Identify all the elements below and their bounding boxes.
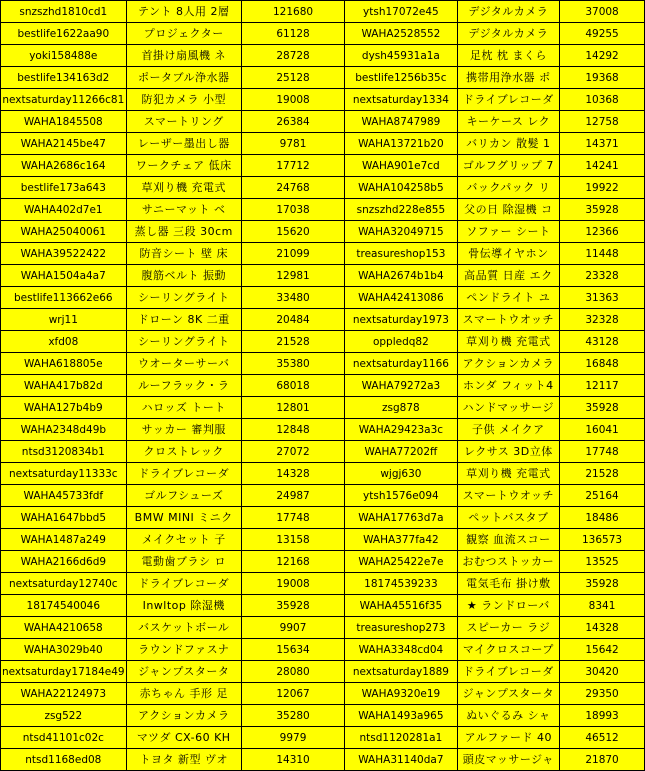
product-name-cell[interactable]: サッカー 審判服 <box>126 419 241 441</box>
price-cell[interactable]: 30420 <box>560 661 645 683</box>
price-cell[interactable]: 17038 <box>241 199 344 221</box>
price-cell[interactable]: 12848 <box>241 419 344 441</box>
product-name-cell[interactable]: スピーカー ラジ <box>457 617 559 639</box>
product-name-cell[interactable]: シーリングライト <box>126 331 241 353</box>
shop-id-cell[interactable]: nextsaturday1334 <box>345 89 457 111</box>
price-cell[interactable]: 12758 <box>560 111 645 133</box>
price-cell[interactable]: 35928 <box>241 595 344 617</box>
product-name-cell[interactable]: ペットバスタブ <box>457 507 559 529</box>
product-name-cell[interactable]: ゴルフシューズ <box>126 485 241 507</box>
price-cell[interactable]: 17748 <box>560 441 645 463</box>
shop-id-cell[interactable]: WAHA1487a249 <box>1 529 127 551</box>
table-row <box>1 177 645 199</box>
price-cell[interactable]: 121680 <box>241 1 344 23</box>
price-cell[interactable]: 16848 <box>560 353 645 375</box>
price-cell[interactable]: 31363 <box>560 287 645 309</box>
table-row <box>1 1 645 23</box>
price-cell[interactable]: 9979 <box>241 727 344 749</box>
product-name-cell[interactable]: 腹筋ベルト 振動 <box>126 265 241 287</box>
price-cell[interactable]: 14292 <box>560 45 645 67</box>
shop-id-cell[interactable]: nextsaturday11333c <box>1 463 127 485</box>
table-row <box>1 749 645 771</box>
shop-id-cell[interactable]: WAHA3029b40 <box>1 639 127 661</box>
product-name-cell[interactable]: ペンドライト ユ <box>457 287 559 309</box>
product-name-cell[interactable]: ★ ランドローバ <box>457 595 559 617</box>
price-cell[interactable]: 11448 <box>560 243 645 265</box>
table-row <box>1 67 645 89</box>
product-name-cell[interactable]: アルファード 40 <box>457 727 559 749</box>
product-name-cell[interactable]: ジャンプスタータ <box>126 661 241 683</box>
product-name-cell[interactable]: 草刈り機 充電式 <box>457 463 559 485</box>
shop-id-cell[interactable]: ntsd1120281a1 <box>345 727 457 749</box>
table-row <box>1 507 645 529</box>
shop-id-cell[interactable]: WAHA77202ff <box>345 441 457 463</box>
product-name-cell[interactable]: 携帯用浄水器 ポ <box>457 67 559 89</box>
product-name-cell[interactable]: シーリングライト <box>126 287 241 309</box>
shop-id-cell[interactable]: wrj11 <box>1 309 127 331</box>
shop-id-cell[interactable]: WAHA2166d6d9 <box>1 551 127 573</box>
shop-id-cell[interactable]: dysh45931a1a <box>345 45 457 67</box>
product-name-cell[interactable]: ウオーターサーバ <box>126 353 241 375</box>
product-name-cell[interactable]: ぬいぐるみ シャ <box>457 705 559 727</box>
price-cell[interactable]: 35280 <box>241 705 344 727</box>
product-name-cell[interactable]: ホンダ フィット4 <box>457 375 559 397</box>
price-cell[interactable]: 14310 <box>241 749 344 771</box>
table-row <box>1 243 645 265</box>
shop-id-cell[interactable]: WAHA618805e <box>1 353 127 375</box>
product-name-cell[interactable]: スマートウオッチ <box>457 309 559 331</box>
product-name-cell[interactable]: スマートウオッチ <box>457 485 559 507</box>
shop-id-cell[interactable]: bestlife1256b35c <box>345 67 457 89</box>
product-name-cell[interactable]: 電動歯ブラシ ロ <box>126 551 241 573</box>
shop-id-cell[interactable]: WAHA1493a965 <box>345 705 457 727</box>
shop-id-cell[interactable]: WAHA2528552 <box>345 23 457 45</box>
shop-id-cell[interactable]: nextsaturday1889 <box>345 661 457 683</box>
price-cell[interactable]: 24768 <box>241 177 344 199</box>
product-name-cell[interactable]: トヨタ 新型 ヴオ <box>126 749 241 771</box>
shop-id-cell[interactable]: WAHA901e7cd <box>345 155 457 177</box>
product-name-cell[interactable]: キーケース レク <box>457 111 559 133</box>
table-row <box>1 727 645 749</box>
product-name-cell[interactable]: ハンドマッサージ <box>457 397 559 419</box>
shop-id-cell[interactable]: WAHA42413086 <box>345 287 457 309</box>
shop-id-cell[interactable]: yoki158488e <box>1 45 127 67</box>
table-row <box>1 419 645 441</box>
product-name-cell[interactable]: バスケットボール <box>126 617 241 639</box>
price-cell[interactable]: 37008 <box>560 1 645 23</box>
product-name-cell[interactable]: マイクロスコープ <box>457 639 559 661</box>
price-cell[interactable]: 19008 <box>241 573 344 595</box>
price-cell[interactable]: 35928 <box>560 199 645 221</box>
table-row <box>1 23 645 45</box>
product-name-cell[interactable]: 足枕 枕 まくら <box>457 45 559 67</box>
shop-id-cell[interactable]: treasureshop153 <box>345 243 457 265</box>
price-cell[interactable]: 21528 <box>560 463 645 485</box>
price-cell[interactable]: 19922 <box>560 177 645 199</box>
price-cell[interactable]: 19368 <box>560 67 645 89</box>
table-row <box>1 595 645 617</box>
product-name-cell[interactable]: 首掛け扇風機 ネ <box>126 45 241 67</box>
shop-id-cell[interactable]: wjgj630 <box>345 463 457 485</box>
shop-id-cell[interactable]: ntsd3120834b1 <box>1 441 127 463</box>
shop-id-cell[interactable]: snzszhd1810cd1 <box>1 1 127 23</box>
product-name-cell[interactable]: おむつストッカー <box>457 551 559 573</box>
product-name-cell[interactable]: アクションカメラ <box>457 353 559 375</box>
product-name-cell[interactable]: 防音シート 壁 床 <box>126 243 241 265</box>
product-name-cell[interactable]: ソファー シート <box>457 221 559 243</box>
price-cell[interactable]: 43128 <box>560 331 645 353</box>
shop-id-cell[interactable]: WAHA9320e19 <box>345 683 457 705</box>
shop-id-cell[interactable]: WAHA45733fdf <box>1 485 127 507</box>
price-cell[interactable]: 13158 <box>241 529 344 551</box>
price-cell[interactable]: 24987 <box>241 485 344 507</box>
shop-id-cell[interactable]: WAHA25040061 <box>1 221 127 243</box>
shop-id-cell[interactable]: xfd08 <box>1 331 127 353</box>
shop-id-cell[interactable]: ytsh17072e45 <box>345 1 457 23</box>
price-cell[interactable]: 28728 <box>241 45 344 67</box>
product-name-cell[interactable]: ドライブレコーダ <box>457 661 559 683</box>
shop-id-cell[interactable]: WAHA104258b5 <box>345 177 457 199</box>
price-cell[interactable]: 14328 <box>241 463 344 485</box>
shop-id-cell[interactable]: ntsd1168ed08 <box>1 749 127 771</box>
price-cell[interactable]: 14371 <box>560 133 645 155</box>
product-name-cell[interactable]: 高品質 日産 エク <box>457 265 559 287</box>
table-row <box>1 683 645 705</box>
product-name-cell[interactable]: 草刈り機 充電式 <box>457 331 559 353</box>
product-name-cell[interactable]: 蒸し器 三段 30cm <box>126 221 241 243</box>
shop-id-cell[interactable]: snzszhd228e855 <box>345 199 457 221</box>
price-cell[interactable]: 28080 <box>241 661 344 683</box>
shop-id-cell[interactable]: bestlife173a643 <box>1 177 127 199</box>
product-name-cell[interactable]: ドライブレコーダ <box>126 573 241 595</box>
product-name-cell[interactable]: Inwltop 除湿機 <box>126 595 241 617</box>
product-name-cell[interactable]: メイクセット 子 <box>126 529 241 551</box>
price-cell[interactable]: 23328 <box>560 265 645 287</box>
price-cell[interactable]: 18993 <box>560 705 645 727</box>
product-name-cell[interactable]: 赤ちゃん 手形 足 <box>126 683 241 705</box>
shop-id-cell[interactable]: WAHA79272a3 <box>345 375 457 397</box>
table-row <box>1 639 645 661</box>
shop-id-cell[interactable]: WAHA3348cd04 <box>345 639 457 661</box>
product-name-cell[interactable]: ハロッズ トート <box>126 397 241 419</box>
table-row <box>1 133 645 155</box>
product-name-cell[interactable]: ラウンドファスナ <box>126 639 241 661</box>
shop-id-cell[interactable]: WAHA45516f35 <box>345 595 457 617</box>
table-row <box>1 617 645 639</box>
product-name-cell[interactable]: アクションカメラ <box>126 705 241 727</box>
price-cell[interactable]: 12067 <box>241 683 344 705</box>
table-row <box>1 397 645 419</box>
shop-id-cell[interactable]: WAHA2674b1b4 <box>345 265 457 287</box>
shop-id-cell[interactable]: WAHA39522422 <box>1 243 127 265</box>
price-cell[interactable]: 49255 <box>560 23 645 45</box>
shop-id-cell[interactable]: WAHA4210658 <box>1 617 127 639</box>
shop-id-cell[interactable]: WAHA31140da7 <box>345 749 457 771</box>
product-name-cell[interactable]: レーザー墨出し器 <box>126 133 241 155</box>
shop-id-cell[interactable]: WAHA127b4b9 <box>1 397 127 419</box>
shop-id-cell[interactable]: WAHA1647bbd5 <box>1 507 127 529</box>
price-cell[interactable]: 68018 <box>241 375 344 397</box>
shop-id-cell[interactable]: WAHA32049715 <box>345 221 457 243</box>
price-cell[interactable]: 16041 <box>560 419 645 441</box>
table-row <box>1 463 645 485</box>
price-cell[interactable]: 35380 <box>241 353 344 375</box>
price-cell[interactable]: 29350 <box>560 683 645 705</box>
price-cell[interactable]: 9907 <box>241 617 344 639</box>
price-cell[interactable]: 9781 <box>241 133 344 155</box>
shop-id-cell[interactable]: WAHA2145be47 <box>1 133 127 155</box>
table-row <box>1 309 645 331</box>
table-row <box>1 485 645 507</box>
product-name-cell[interactable]: 観察 血流スコー <box>457 529 559 551</box>
product-name-cell[interactable]: デジタルカメラ <box>457 23 559 45</box>
shop-id-cell[interactable]: zsg878 <box>345 397 457 419</box>
shop-id-cell[interactable]: WAHA25422e7e <box>345 551 457 573</box>
product-name-cell[interactable]: 草刈り機 充電式 <box>126 177 241 199</box>
product-name-cell[interactable]: サニーマット ベ <box>126 199 241 221</box>
table-row <box>1 375 645 397</box>
shop-id-cell[interactable]: treasureshop273 <box>345 617 457 639</box>
table-row <box>1 111 645 133</box>
product-name-cell[interactable]: プロジェクター <box>126 23 241 45</box>
product-name-cell[interactable]: ドライブレコーダ <box>126 463 241 485</box>
table-row <box>1 353 645 375</box>
shop-id-cell[interactable]: nextsaturday12740c <box>1 573 127 595</box>
table-row <box>1 265 645 287</box>
table-row <box>1 551 645 573</box>
shop-id-cell[interactable]: bestlife134163d2 <box>1 67 127 89</box>
price-cell[interactable]: 46512 <box>560 727 645 749</box>
price-cell[interactable]: 20484 <box>241 309 344 331</box>
price-cell[interactable]: 15620 <box>241 221 344 243</box>
shop-id-cell[interactable]: WAHA2686c164 <box>1 155 127 177</box>
product-name-cell[interactable]: 電気毛布 掛け敷 <box>457 573 559 595</box>
price-cell[interactable]: 26384 <box>241 111 344 133</box>
price-cell[interactable]: 12168 <box>241 551 344 573</box>
shop-id-cell[interactable]: nextsaturday1973 <box>345 309 457 331</box>
price-cell[interactable]: 136573 <box>560 529 645 551</box>
shop-id-cell[interactable]: WAHA17763d7a <box>345 507 457 529</box>
price-cell[interactable]: 25164 <box>560 485 645 507</box>
price-cell[interactable]: 17748 <box>241 507 344 529</box>
product-name-cell[interactable]: ルーフラック・ラ <box>126 375 241 397</box>
shop-id-cell[interactable]: nextsaturday1166 <box>345 353 457 375</box>
price-cell[interactable]: 35928 <box>560 573 645 595</box>
price-cell[interactable]: 18486 <box>560 507 645 529</box>
price-cell[interactable]: 19008 <box>241 89 344 111</box>
price-cell[interactable]: 33480 <box>241 287 344 309</box>
shop-id-cell[interactable]: WAHA13721b20 <box>345 133 457 155</box>
shop-id-cell[interactable]: ntsd41101c02c <box>1 727 127 749</box>
price-cell[interactable]: 21870 <box>560 749 645 771</box>
price-cell[interactable]: 10368 <box>560 89 645 111</box>
product-name-cell[interactable]: バックパック リ <box>457 177 559 199</box>
product-name-cell[interactable]: デジタルカメラ <box>457 1 559 23</box>
table-row <box>1 573 645 595</box>
shop-id-cell[interactable]: ytsh1576e094 <box>345 485 457 507</box>
product-name-cell[interactable]: スマートリング <box>126 111 241 133</box>
price-cell[interactable]: 25128 <box>241 67 344 89</box>
price-cell[interactable]: 14328 <box>560 617 645 639</box>
product-name-cell[interactable]: ドライブレコーダ <box>457 89 559 111</box>
price-cell[interactable]: 15642 <box>560 639 645 661</box>
price-cell[interactable]: 21099 <box>241 243 344 265</box>
shop-id-cell[interactable]: WAHA377fa42 <box>345 529 457 551</box>
shop-id-cell[interactable]: nextsaturday17184e49 <box>1 661 127 683</box>
product-name-cell[interactable]: マツダ CX-60 KH <box>126 727 241 749</box>
table-row <box>1 441 645 463</box>
shop-id-cell[interactable]: WAHA417b82d <box>1 375 127 397</box>
price-cell[interactable]: 14241 <box>560 155 645 177</box>
product-name-cell[interactable]: バリカン 散髪 1 <box>457 133 559 155</box>
table-row <box>1 529 645 551</box>
table-row <box>1 45 645 67</box>
spreadsheet-body <box>1 1 645 771</box>
shop-id-cell[interactable]: WAHA2348d49b <box>1 419 127 441</box>
table-row <box>1 331 645 353</box>
price-cell[interactable]: 27072 <box>241 441 344 463</box>
product-name-cell[interactable]: 防犯カメラ 小型 <box>126 89 241 111</box>
shop-id-cell[interactable]: oppledq82 <box>345 331 457 353</box>
shop-id-cell[interactable]: zsg522 <box>1 705 127 727</box>
table-row <box>1 287 645 309</box>
price-cell[interactable]: 35928 <box>560 397 645 419</box>
shop-id-cell[interactable]: WAHA402d7e1 <box>1 199 127 221</box>
shop-id-cell[interactable]: WAHA8747989 <box>345 111 457 133</box>
table-row <box>1 221 645 243</box>
product-name-cell[interactable]: ポータブル浄水器 <box>126 67 241 89</box>
shop-id-cell[interactable]: WAHA1845508 <box>1 111 127 133</box>
price-cell[interactable]: 12801 <box>241 397 344 419</box>
price-cell[interactable]: 15634 <box>241 639 344 661</box>
table-row <box>1 199 645 221</box>
product-name-cell[interactable]: クロストレック <box>126 441 241 463</box>
product-name-cell[interactable]: ジャンプスタータ <box>457 683 559 705</box>
product-name-cell[interactable]: 頭皮マッサージャ <box>457 749 559 771</box>
price-cell[interactable]: 13525 <box>560 551 645 573</box>
shop-id-cell[interactable]: bestlife1622aa90 <box>1 23 127 45</box>
product-name-cell[interactable]: ゴルフグリップ 7 <box>457 155 559 177</box>
price-cell[interactable]: 12117 <box>560 375 645 397</box>
price-cell[interactable]: 12366 <box>560 221 645 243</box>
price-cell[interactable]: 32328 <box>560 309 645 331</box>
product-name-cell[interactable]: 子供 メイクア <box>457 419 559 441</box>
table-row <box>1 155 645 177</box>
product-name-cell[interactable]: テント 8人用 2層 <box>126 1 241 23</box>
shop-id-cell[interactable]: WAHA22124973 <box>1 683 127 705</box>
shop-id-cell[interactable]: WAHA29423a3c <box>345 419 457 441</box>
price-cell[interactable]: 61128 <box>241 23 344 45</box>
price-cell[interactable]: 21528 <box>241 331 344 353</box>
product-name-cell[interactable]: 骨伝導イヤホン <box>457 243 559 265</box>
product-name-cell[interactable]: ドローン 8K 二重 <box>126 309 241 331</box>
shop-id-cell[interactable]: 18174540046 <box>1 595 127 617</box>
product-name-cell[interactable]: レクサス 3D立体 <box>457 441 559 463</box>
shop-id-cell[interactable]: nextsaturday11266c81 <box>1 89 127 111</box>
product-name-cell[interactable]: BMW MINI ミニク <box>126 507 241 529</box>
shop-id-cell[interactable]: 18174539233 <box>345 573 457 595</box>
price-cell[interactable]: 8341 <box>560 595 645 617</box>
shop-id-cell[interactable]: bestlife113662e66 <box>1 287 127 309</box>
table-row <box>1 661 645 683</box>
shop-id-cell[interactable]: WAHA1504a4a7 <box>1 265 127 287</box>
table-row <box>1 89 645 111</box>
product-name-cell[interactable]: ワークチェア 低床 <box>126 155 241 177</box>
price-cell[interactable]: 12981 <box>241 265 344 287</box>
price-cell[interactable]: 17712 <box>241 155 344 177</box>
product-name-cell[interactable]: 父の日 除湿機 コ <box>457 199 559 221</box>
